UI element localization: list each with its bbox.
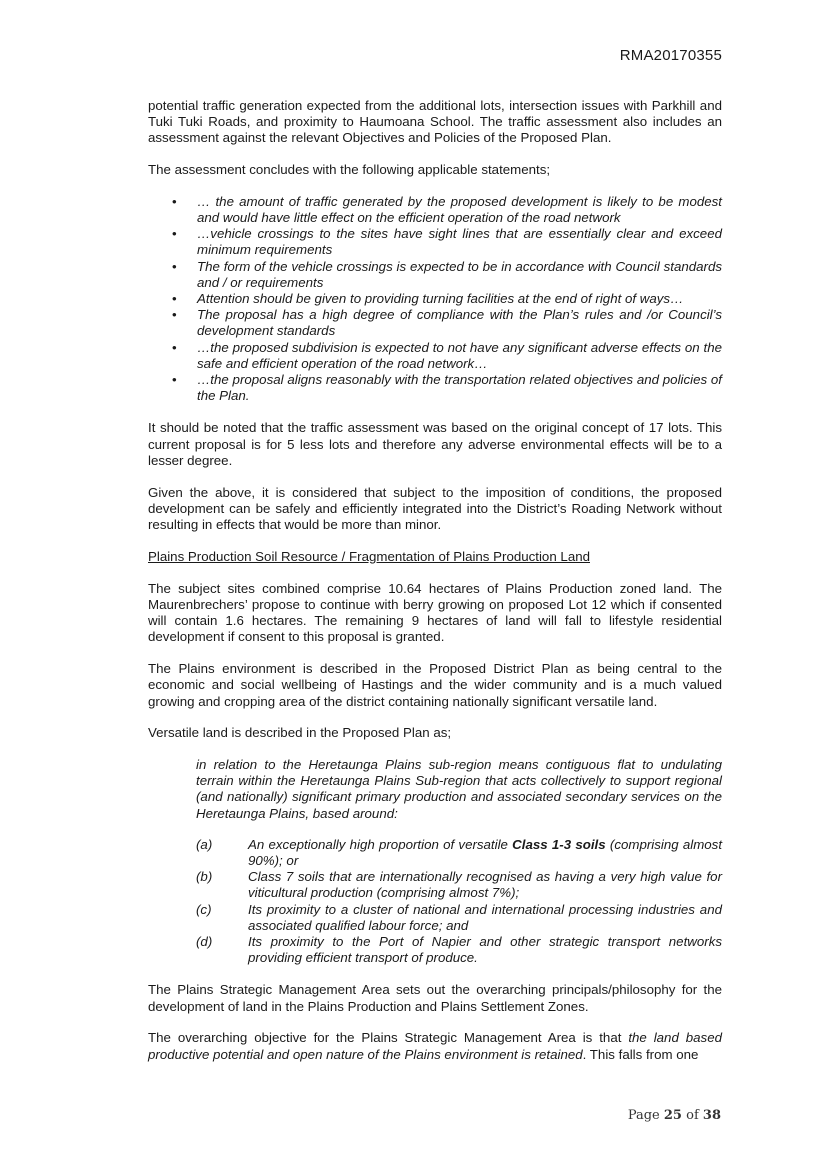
versatile-land-definition: in relation to the Heretaunga Plains sub-region means contiguous flat to undulating terrain within the Heretaunga Plains Sub-region that acts collectively to support regional (and nationally) significant primary production and associated secondary services on the Heretaunga Plains, based around:: [196, 757, 722, 821]
paragraph-strategic-management: The Plains Strategic Management Area sets out the overarching principals/philosophy for the development of land in the Plains Production and Plains Settlement Zones.: [148, 982, 722, 1014]
definition-sublist: [196, 837, 722, 967]
class-soils-emphasis: Class 1-3 soils: [512, 836, 606, 852]
list-item: • The proposal has a high degree of compliance with the Plan’s rules and /or Council’s development standards: [148, 307, 722, 339]
list-item: • …the proposed subdivision is expected to not have any significant adverse effects on the safe and efficient operation of the road network…: [148, 340, 722, 372]
list-label: (b): [196, 869, 213, 885]
page-number: Page 25 of 38: [627, 1108, 721, 1123]
paragraph-versatile-land: Versatile land is described in the Proposed Plan as;: [148, 725, 452, 741]
paragraph-subject-sites: The subject sites combined comprise 10.64 hectares of Plains Production zoned land. The Maurenbrechers’ propose to continue with berry growing on proposed Lot 12 which if consented will contain 1.6 hectares. The remaining 9 hectares of land will fall to lifestyle residential development if consent to this proposal is granted.: [148, 580, 722, 645]
list-item: • …the proposal aligns reasonably with the transportation related objectives and policies of the Plan.: [148, 372, 722, 404]
list-item: • The form of the vehicle crossings is expected to be in accordance with Council standards and / or requirements: [148, 259, 722, 291]
list-label: (a): [196, 836, 213, 852]
assessment-statements-list: [148, 194, 722, 405]
document-body: [148, 98, 722, 1078]
list-item: (c) Its proximity to a cluster of national and international processing industries and associated qualified labour force; and: [196, 901, 722, 933]
objective-emphasis: the land based productive potential and open nature of the Plains environment is retained: [148, 1030, 722, 1062]
list-item: (a) An exceptionally high proportion of versatile Class 1-3 soils (comprising almost 90%); or: [196, 836, 723, 869]
list-item: (b) Class 7 soils that are internationally recognised as having a very high value for viticultural production (comprising almost 7%);: [196, 869, 722, 901]
paragraph-lots-note: It should be noted that the traffic assessment was based on the original concept of 17 lots. This current proposal is for 5 less lots and therefore any adverse environmental effects will be to a lesser degree.: [148, 420, 722, 468]
list-label: (c): [196, 901, 212, 917]
section-heading: Plains Production Soil Resource / Fragmentation of Plains Production Land: [148, 548, 590, 564]
paragraph-overarching-objective: The overarching objective for the Plains Strategic Management Area is that the land based productive potential and open nature of the Plains environment is retained. This falls from one: [148, 1030, 722, 1062]
list-label: (d): [196, 934, 213, 950]
paragraph-plains-environment: The Plains environment is described in the Proposed District Plan as being central to the economic and social wellbeing of Hastings and the wider community and is a much valued growing and cropping area of the district containing nationally significant versatile land.: [148, 661, 722, 709]
current-page: 25: [663, 1108, 682, 1123]
list-item: (d) Its proximity to the Port of Napier and other strategic transport networks providing efficient transport of produce.: [196, 934, 722, 966]
list-item: • …vehicle crossings to the sites have sight lines that are essentially clear and exceed minimum requirements: [148, 226, 722, 258]
list-item: • Attention should be given to providing turning facilities at the end of right of ways…: [148, 291, 722, 307]
paragraph-traffic-generation: potential traffic generation expected from the additional lots, intersection issues with Parkhill and Tuki Tuki Roads, and proximity to Haumoana School. The traffic assessment also includes an assessment against the relevant Objectives and Policies of the Proposed Plan.: [148, 98, 722, 146]
paragraph-conclusion: Given the above, it is considered that subject to the imposition of conditions, the proposed development can be safely and efficiently integrated into the District’s Roading Network without resulting in effects that would be more than minor.: [148, 484, 722, 532]
document-reference: RMA20170355: [619, 47, 722, 64]
total-pages: 38: [702, 1108, 721, 1123]
paragraph-assessment-intro: The assessment concludes with the following applicable statements;: [148, 162, 551, 178]
list-item: • … the amount of traffic generated by the proposed development is likely to be modest and would have little effect on the efficient operation of the road network: [148, 194, 722, 226]
